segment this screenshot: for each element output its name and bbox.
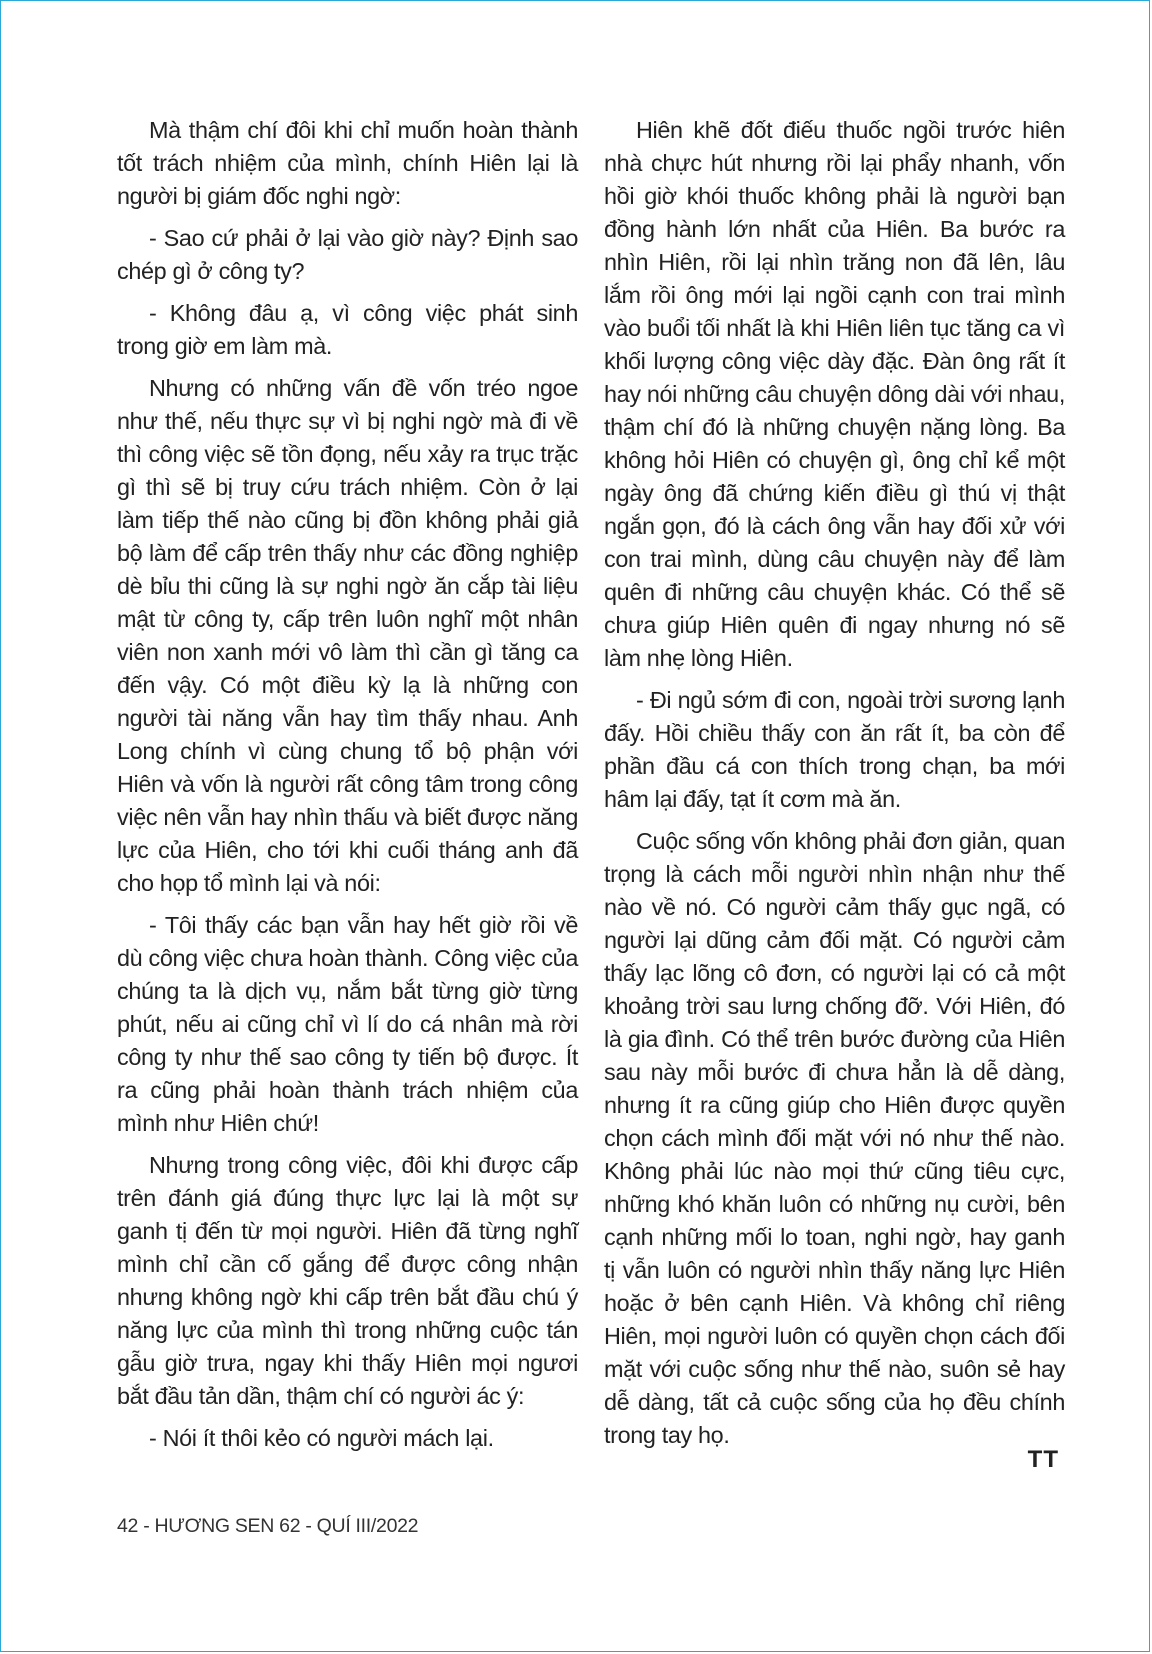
page-footer: 42 - HƯƠNG SEN 62 - QUÍ III/2022: [117, 1515, 419, 1537]
dialogue-line: - Tôi thấy các bạn vẫn hay hết giờ rồi về dù công việc chưa hoàn thành. Công việc của chúng ta là dịch vụ, nắm bắt từng giờ từng phút, nếu ai cũng chỉ vì lí do cá nhân mà rời công ty như thế sao công ty tiến bộ được. Ít ra cũng phải hoàn thành trách nhiệm của mình như Hiên chứ!: [117, 912, 578, 1136]
dialogue-line: - Sao cứ phải ở lại vào giờ này? Định sao chép gì ở công ty?: [117, 225, 578, 284]
paragraph: Mà thậm chí đôi khi chỉ muốn hoàn thành tốt trách nhiệm của mình, chính Hiên lại là người bị giám đốc nghi ngờ:: [117, 117, 578, 209]
paragraph: Hiên khẽ đốt điếu thuốc ngồi trước hiên nhà chực hút nhưng rồi lại phẩy nhanh, vốn hồi giờ khói thuốc không phải là người bạn đồng hành lớn nhất của Hiên. Ba bước ra nhìn Hiên, rồi lại nhìn trăng non đã lên, lâu lắm rồi ông mới lại ngồi cạnh con trai mình vào buổi tối nhất là khi Hiên liên tục tăng ca vì khối lượng công việc dày đặc. Đàn ông rất ít hay nói những câu chuyện dông dài với nhau, thậm chí đó là những chuyện nặng lòng. Ba không hỏi Hiên có chuyện gì, ông chỉ kể một ngày ông đã chứng kiến điều gì thú vị thật ngắn gọn, đó là cách ông vẫn hay đối xử với con trai mình, dùng câu chuyện này để làm quên đi những câu chuyện khác. Có thể sẽ chưa giúp Hiên quên đi ngay nhưng nó sẽ làm nhẹ lòng Hiên.: [604, 117, 1065, 671]
paragraph: Nhưng trong công việc, đôi khi được cấp trên đánh giá đúng thực lực lại là một sự ganh tị đến từ mọi người. Hiên đã từng nghĩ mình chỉ cần cố gắng để được công nhận nhưng không ngờ khi cấp trên bắt đầu chú ý năng lực của mình thì trong những cuộc tán gẫu giờ trưa, ngay khi thấy Hiên mọi ngươi bắt đầu tản dần, thậm chí có người ác ý:: [117, 1152, 578, 1409]
article-left-column: [117, 114, 578, 1455]
dialogue-line: - Đi ngủ sớm đi con, ngoài trời sương lạnh đấy. Hồi chiều thấy con ăn rất ít, ba còn để phần đầu cá con thích trong chạn, ba mới hâm lại đấy, tạt ít cơm mà ăn.: [604, 687, 1065, 812]
dialogue-line: - Không đâu ạ, vì công việc phát sinh trong giờ em làm mà.: [117, 300, 578, 359]
article-right-column: [604, 114, 1065, 1452]
dialogue-line: - Nói ít thôi kẻo có người mách lại.: [149, 1425, 494, 1451]
paragraph: Nhưng có những vấn đề vốn tréo ngoe như thế, nếu thực sự vì bị nghi ngờ mà đi về thì công việc sẽ tồn đọng, nếu xảy ra trục trặc gì thì sẽ bị truy cứu trách nhiệm. Còn ở lại làm tiếp thế nào cũng bị đồn không phải giả bộ làm để cấp trên thấy như các đồng nghiệp dè bỉu thi cũng là sự nghi ngờ ăn cắp tài liệu mật từ công ty, cấp trên luôn nghĩ một nhân viên non xanh mới vô làm thì cần gì tăng ca đến vậy. Có một điều kỳ lạ là những con người tài năng vẫn hay tìm thấy nhau. Anh Long chính vì cùng chung tổ bộ phận với Hiên và vốn là người rất công tâm trong công việc nên vẫn hay nhìn thấu và biết được năng lực của Hiên, cho tới khi cuối tháng anh đã cho họp tổ mình lại và nói:: [117, 375, 578, 896]
paragraph: Cuộc sống vốn không phải đơn giản, quan trọng là cách mỗi người nhìn nhận như thế nào về nó. Có người cảm thấy gục ngã, có người lại dũng cảm đối mặt. Có người cảm thấy lạc lõng cô đơn, có người lại có cả một khoảng trời sau lưng chống đỡ. Với Hiên, đó là gia đình. Có thể trên bước đường của Hiên sau này mỗi bước đi chưa hẳn là dễ dàng, nhưng ít ra cũng giúp cho Hiên được quyền chọn cách mình đối mặt với nó như thế nào. Không phải lúc nào mọi thứ cũng tiêu cực, những khó khăn luôn có những nụ cười, bên cạnh những mối lo toan, nghi ngờ, hay ganh tị vẫn luôn có người nhìn thấy năng lực Hiên hoặc ở bên cạnh Hiên. Và không chỉ riêng Hiên, mọi người luôn có quyền chọn cách đối mặt với cuộc sống như thế nào, suôn sẻ hay dễ dàng, tất cả cuộc sống của họ đều chính trong tay họ.: [604, 828, 1065, 1448]
author-signature: TT: [1027, 1446, 1059, 1473]
